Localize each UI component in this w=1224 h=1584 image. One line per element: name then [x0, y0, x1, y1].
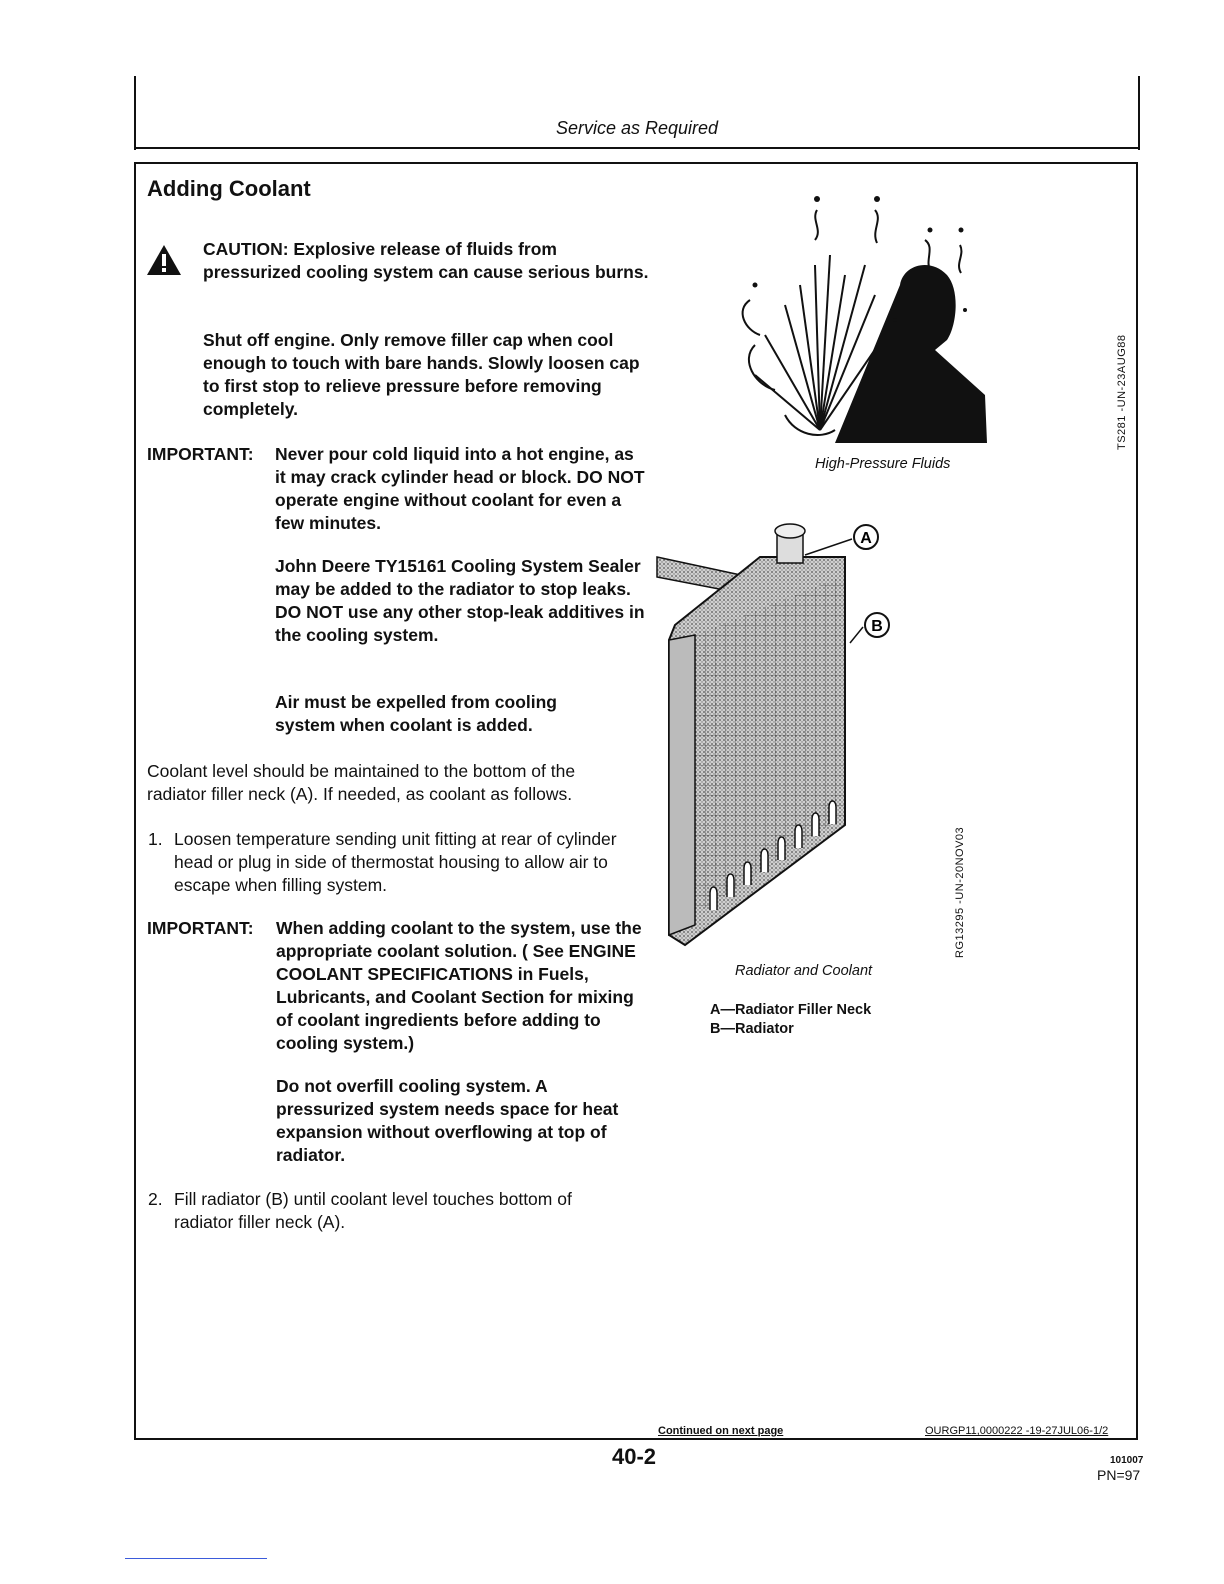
step-2-number: 2. [148, 1189, 163, 1209]
page-number: 40-2 [612, 1444, 657, 1469]
continued-note: Continued on next page [658, 1425, 784, 1437]
radiator-illustration [655, 515, 900, 950]
legend-item-b: B—Radiator [710, 1021, 794, 1037]
step-1-number: 1. [148, 829, 163, 849]
high-pressure-fluids-illustration [725, 185, 995, 450]
figure-2-caption: Radiator and Coolant [735, 963, 873, 979]
warning-triangle-icon [146, 244, 182, 276]
pn-number: PN=97 [1097, 1467, 1141, 1483]
bottom-link-rule [125, 1558, 267, 1559]
important-text-1b: John Deere TY15161 Cooling System Sealer may be added to the radiator to stop leaks. DO NOT use any other stop-leak additives in the cooling system. [275, 556, 645, 645]
step-2-text: Fill radiator (B) until coolant level touches bottom of radiator filler neck (A). [174, 1189, 572, 1232]
callout-b: B [871, 618, 883, 635]
caution-text: CAUTION: Explosive release of fluids from pressurized cooling system can cause serious burns. [203, 239, 649, 282]
header-bottom-rule [134, 147, 1140, 149]
document-code: OURGP11,0000222 -19-27JUL06-1/2 [925, 1425, 1109, 1437]
caution-detail: Shut off engine. Only remove filler cap when cool enough to touch with bare hands. Slowly loosen cap to first stop to relieve pressure before removing completely. [203, 330, 640, 419]
important-text-1c: Air must be expelled from cooling system when coolant is added. [275, 692, 557, 735]
header-right-rule [1138, 76, 1140, 150]
intro-paragraph: Coolant level should be maintained to the bottom of the radiator filler neck (A). If needed, as coolant as follows. [147, 761, 576, 804]
important-text-2b: Do not overfill cooling system. A pressurized system needs space for heat expansion without overflowing at top of radiator. [276, 1076, 619, 1165]
callout-a: A [860, 530, 872, 547]
important-label-1: IMPORTANT: [147, 444, 254, 464]
legend-item-a: A—Radiator Filler Neck [710, 1002, 872, 1018]
important-label-2: IMPORTANT: [147, 918, 254, 938]
page-header-title: Service as Required [555, 118, 719, 138]
section-title: Adding Coolant [147, 176, 311, 201]
step-1-text: Loosen temperature sending unit fitting at rear of cylinder head or plug in side of thermostat housing to allow air to escape when filling system. [174, 829, 617, 895]
figure-1-code: TS281 -UN-23AUG88 [1116, 334, 1128, 450]
important-text-1: Never pour cold liquid into a hot engine, as it may crack cylinder head or block. DO NOT operate engine without coolant for even a few minutes. [275, 444, 645, 533]
important-text-2: When adding coolant to the system, use the appropriate coolant solution. ( See ENGINE COOLANT SPECIFICATIONS in Fuels, Lubricants, and Coolant Section for mixing of coolant ingredients before adding to cooling system.) [276, 918, 642, 1053]
figure-1-caption: High-Pressure Fluids [815, 456, 951, 472]
reference-number: 101007 [1110, 1455, 1144, 1466]
figure-2-code: RG13295 -UN-20NOV03 [954, 826, 966, 958]
